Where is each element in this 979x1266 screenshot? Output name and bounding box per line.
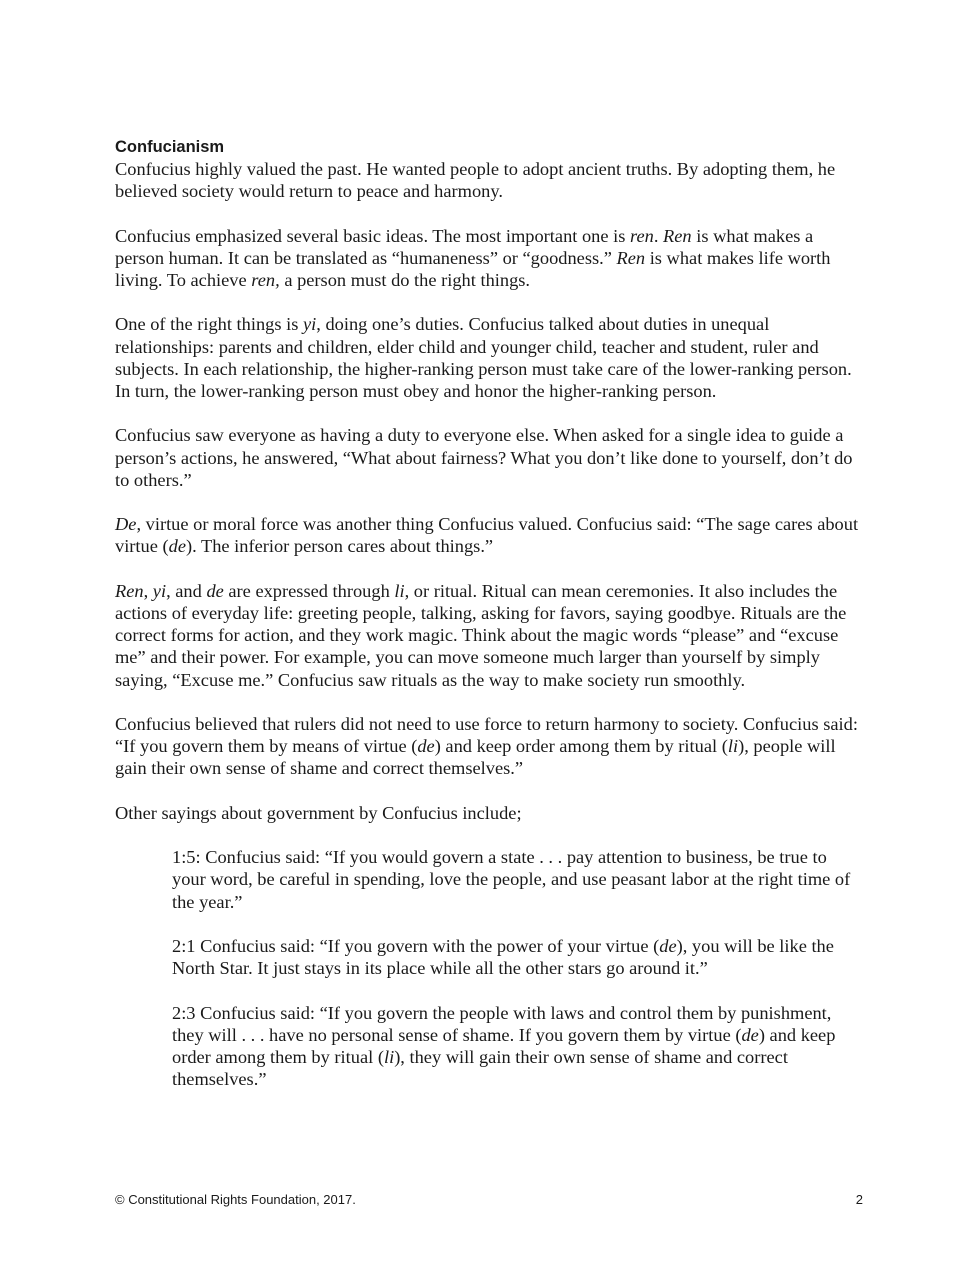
block-quote [172,846,865,913]
text-run: is what makes life worth living. To achieve [115,247,831,290]
text-run: is what makes a person human. It can be translated as “humaneness” or “goodness.” [115,225,814,268]
italic-term: ren, [251,270,280,290]
italic-term: ren [629,225,654,246]
italic-term: de [659,935,677,956]
paragraph [115,802,865,824]
text-run: ), they will gain their own sense of shame and correct themselves.” [172,1046,788,1090]
italic-term: yi [152,580,167,601]
page-number: 2 [855,1192,863,1207]
italic-term: yi [302,314,317,335]
text-run: 2:3 Confucius said: “If you govern the people with laws and control them by punishment, they will . . . have no personal sense of shame. If you govern them by virtue ( [172,1002,832,1045]
paragraph [115,513,865,557]
text-run: Confucius emphasized several basic ideas. The most important one is [115,225,630,246]
text-run: a person must do the right things. [279,270,531,290]
text-run: . [653,225,664,246]
text-run: ) and keep order among them by ritual ( [434,736,728,757]
copyright-notice: © Constitutional Rights Foundation, 2017. [115,1192,356,1207]
text-run: Confucius highly valued the past. He wanted people to adopt ancient truths. By adopting them, he believed society would return to peace and harmony. [115,159,836,202]
text-run: 2:1 Confucius said: “If you govern with the power of your virtue ( [172,935,660,956]
paragraph [115,313,865,402]
italic-term: li [394,580,405,601]
italic-term: Ren [663,225,692,246]
italic-term: de [417,736,435,757]
text-run: ). The inferior person cares about things.” [185,536,494,557]
text-run: Confucius saw everyone as having a duty to everyone else. When asked for a single idea to guide a person’s actions, he answered, “What about fairness? What you don’t like done to yourself, don’t do to others.” [115,425,853,490]
italic-term: Ren [115,580,144,601]
italic-term: Ren [616,247,646,268]
paragraph [115,158,865,202]
text-run: , virtue or moral force was another thing Confucius valued. Confucius said: “The sage cares about virtue ( [115,514,859,557]
text-run: 1:5: Confucius said: “If you would govern a state . . . pay attention to business, be true to your word, be careful in spending, love the people, and use peasant labor at the right time of the year.” [172,847,851,912]
text-run: ) and keep order among them by ritual ( [172,1024,836,1067]
text-run: , and [166,580,207,601]
text-run: , or ritual. Ritual can mean ceremonies. It also includes the actions of everyday life: greeting people, talking, asking for favors, saying goodbye. Rituals are the correct forms for action, and they work magic. Think about the magic words “please” and “excuse me” and their power. For example, you can move someone much larger than yourself by simply saying, “Excuse me.” Confucius saw rituals as the way to make society run smoothly. [115,580,847,690]
text-run: Confucius believed that rulers did not need to use force to return harmony to society. Confucius said: “If you govern them by means of virtue ( [115,713,858,757]
italic-term: de [741,1024,759,1045]
block-quote [172,1002,865,1091]
italic-term: li [383,1046,395,1067]
italic-term: de [168,536,186,557]
italic-term: de [206,580,224,601]
text-run: ), people will gain their own sense of shame and correct themselves.” [115,736,836,779]
text-run: , doing one’s duties. Confucius talked about duties in unequal relationships: parents and children, elder child and younger child, teacher and student, ruler and subjects. In each relationship, the higher-ranking person must take care of the lower-ranking person. In turn, the lower-ranking person must obey and honor the higher-ranking person. [115,314,852,401]
text-run: One of the right things is [115,314,303,335]
document-body [115,136,865,1113]
text-run: , [143,580,153,601]
paragraph [115,580,865,691]
paragraph [115,713,865,780]
italic-term: De [115,514,137,535]
section-heading: Confucianism [115,138,225,156]
text-run: ), you will be like the North Star. It just stays in its place while all the other stars go around it.” [172,935,834,979]
paragraph [115,225,865,292]
italic-term: li [727,736,739,757]
text-run: are expressed through [223,580,395,601]
paragraph [115,424,865,491]
text-run: Other sayings about government by Confucius include; [115,802,522,823]
block-quote [172,935,865,979]
